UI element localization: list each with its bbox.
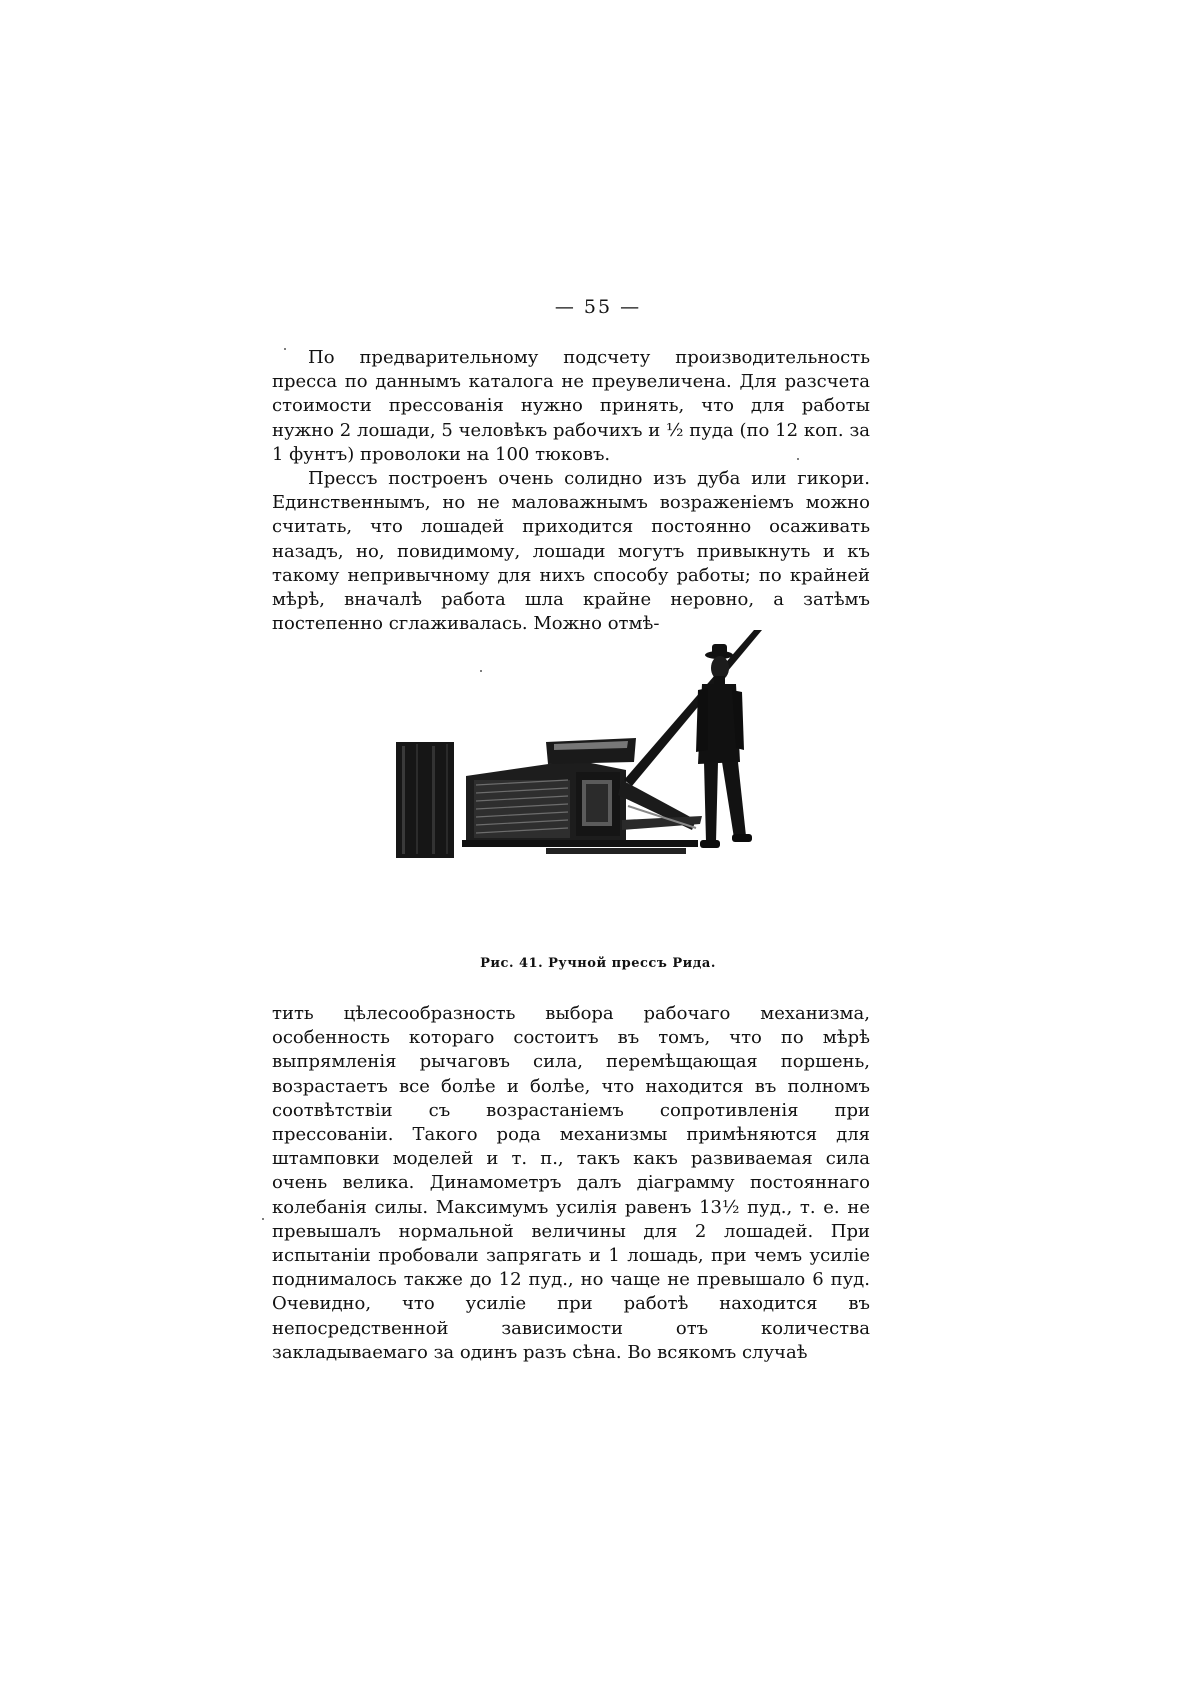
scan-speck xyxy=(284,348,286,350)
paragraph-construction: Прессъ построенъ очень солидно изъ дуба или гикори. Единственнымъ, но не маловажнымъ возраженіемъ можно считать, что лошадей приходится постоянно осаживать назадъ, но, повидимому, лошади могутъ привыкнуть и къ такому непривычному для нихъ способу работы; по крайней мѣрѣ, вначалѣ работа шла крайне неровно, а затѣмъ постепенно сглаживалась. Можно отмѣ- xyxy=(272,468,870,635)
page-number: — 55 — xyxy=(554,296,642,318)
text-block-bottom xyxy=(272,1002,870,1365)
paragraph-mechanism: тить цѣлесообразность выбора рабочаго механизма, особенность котораго состоитъ въ томъ, что по мѣрѣ выпрямленія рычаговъ сила, перемѣщающая поршень, возрастаетъ все болѣе и болѣе, что находится въ полномъ соотвѣтствіи съ возрастаніемъ сопротивленія при прессованіи. Такого рода механизмы примѣняются для штамповки моделей и т. п., такъ какъ развиваемая сила очень велика. Динамометръ далъ діаграмму постояннаго колебанія силы. Максимумъ усилія равенъ 13½ пуд., т. е. не превышалъ нормальной величины для 2 лошадей. При испытаніи пробовали запрягать и 1 лошадь, при чемъ усиліе поднималось также до 12 пуд., но чаще не превышало 6 пуд. Очевидно, что усиліе при работѣ находится въ непосредственной зависимости отъ количества закладываемаго за одинъ разъ сѣна. Во всякомъ случаѣ xyxy=(272,1003,870,1363)
scan-speck xyxy=(797,458,799,460)
hay-bale-shape xyxy=(396,742,454,858)
man-figure-shape xyxy=(696,644,752,848)
scan-speck xyxy=(480,670,482,672)
scan-speck xyxy=(262,1218,264,1220)
figure-caption: Рис. 41. Ручной прессъ Рида. xyxy=(480,956,716,971)
press-illustration xyxy=(396,630,826,910)
press-body-shape xyxy=(462,738,702,854)
text-block-top xyxy=(272,346,870,636)
paragraph-productivity: По предварительному подсчету производительность пресса по даннымъ каталога не преувеличена. Для разсчета стоимости прессованія нужно принять, что для работы нужно 2 лошади, 5 человѣкъ рабочихъ и ½ пуда (по 12 коп. за 1 фунтъ) проволоки на 100 тюковъ. xyxy=(272,347,870,465)
